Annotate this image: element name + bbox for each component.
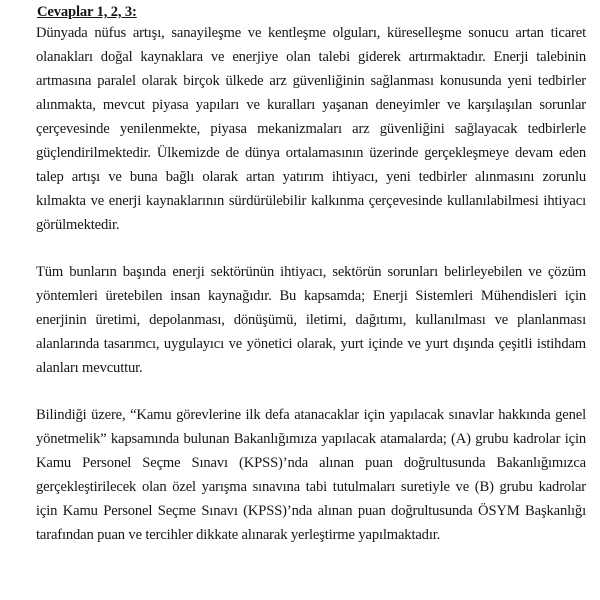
text-line: görülmektedir. [36, 217, 120, 233]
paragraph-2 [36, 260, 586, 380]
text-line: için Kamu Personel Seçme Sınavı (KPSS)’nda alınan puan doğrultusunda ÖSYM Başkanlığı [36, 503, 586, 519]
text-line: alınmakta, mevcut piyasa yapıları ve kuralları yaşanan deneyimler ve karşılaşılan sorunlar [36, 97, 586, 113]
text-line: alanlarında tasarımcı, uygulayıcı ve yönetici olarak, yurt içinde ve yurt dışında çeşitli istihdam [36, 336, 586, 352]
text-line: enerjinin üretimi, depolanması, dönüşümü, iletimi, dağıtımı, kullanılması ve planlanması [36, 312, 586, 328]
text-line: artmasına paralel olarak birçok ülkede arz güvenliğinin sağlanması konusunda yeni tedbirler [36, 73, 586, 89]
text-line: tarafından puan ve tercihler dikkate alınarak yerleştirme yapılmaktadır. [36, 527, 441, 543]
text-line: olanakları doğal kaynaklara ve enerjiye olan talebi giderek artırmaktadır. Enerji talebinin [36, 49, 586, 65]
text-line: Bilindiği üzere, “Kamu görevlerine ilk defa atanacaklar için yapılacak sınavlar hakkında genel [36, 407, 586, 423]
text-line: çerçevesinde yenilenmekte, piyasa mekanizmaları arz güvenliğini sağlayacak tedbirlerle [36, 121, 586, 137]
paragraph-1 [36, 21, 586, 237]
text-line: güçlendirilmektedir. Ülkemizde de dünya ortalamasının üzerinde gerçekleşmeye devam eden [36, 145, 586, 161]
text-line: talep artışı ve buna bağlı olarak artan yatırım ihtiyacı, yeni tedbirler alınmasını zorunlu [36, 169, 586, 185]
text-line: yöntemleri üretebilen insan kaynağıdır. Bu kapsamda; Enerji Sistemleri Mühendisleri için [36, 288, 586, 304]
section-heading: Cevaplar 1, 2, 3: [37, 4, 137, 20]
text-line: yönetmelik” kapsamında bulunan Bakanlığımıza yapılacak atamalarda; (A) grubu kadrolar için [36, 431, 586, 447]
text-line: Dünyada nüfus artışı, sanayileşme ve kentleşme olguları, küreselleşme sonucu artan ticaret [36, 25, 586, 41]
text-line: Tüm bunların başında enerji sektörünün ihtiyacı, sektörün sorunları belirleyebilen ve çözüm [36, 264, 586, 280]
text-line: kılmakta ve enerji kaynaklarının sürdürülebilir kalkınma çerçevesinde kullanılabilmesi ihtiyacı [36, 193, 586, 209]
text-line: alanları mevcuttur. [36, 360, 143, 376]
paragraph-3 [36, 403, 586, 547]
text-line: gerçekleştirilecek olan özel yarışma sınavına tabi tutulmaları suretiyle ve (B) grubu kadrolar [36, 479, 586, 495]
text-line: Kamu Personel Seçme Sınavı (KPSS)’nda alınan puan doğrultusunda Bakanlığımızca [36, 455, 586, 471]
